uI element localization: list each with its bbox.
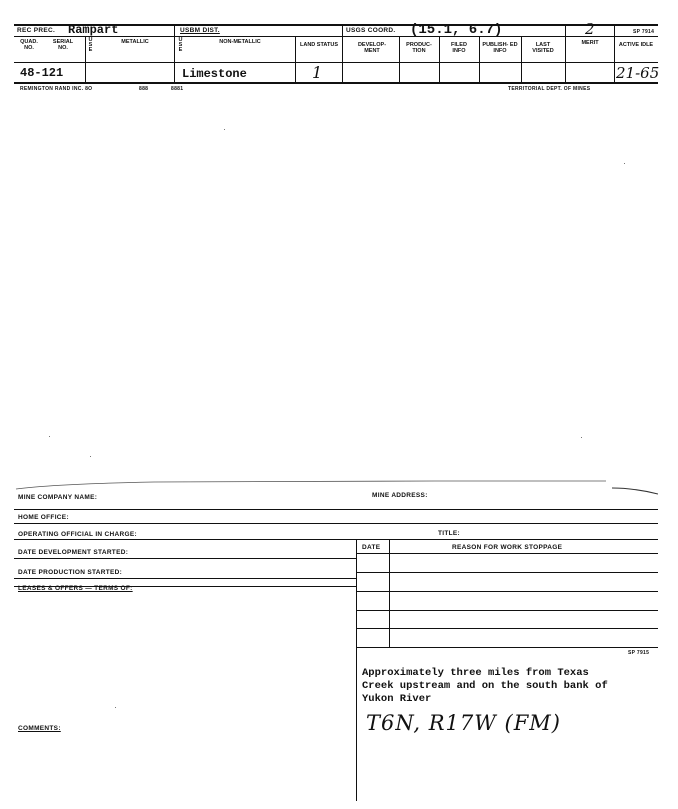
remark-line-3: Yukon River [362, 693, 432, 705]
center-divider [356, 539, 357, 801]
rec-prec-label: REC PREC. [17, 27, 56, 34]
header-serial-no: SERIAL NO. [52, 39, 74, 51]
non-metallic-value: Limestone [182, 67, 247, 81]
header-filed-info: FILED INFO [451, 42, 467, 54]
top-vline-last [521, 36, 522, 82]
remark-line-2: Creek upstream and on the south bank of [362, 680, 608, 692]
rule-date-header [356, 553, 658, 554]
header-quad-no: QUAD. NO. [20, 39, 38, 51]
header-published-info: PUBLISH- ED INFO [482, 42, 518, 54]
title-label: TITLE: [438, 530, 461, 537]
leases-label: LEASES & OFFERS — TERMS OF: [18, 585, 133, 592]
date-production-label: DATE PRODUCTION STARTED: [18, 569, 123, 576]
top-rule-3 [14, 62, 658, 63]
active-idle-value: 21-65 [616, 64, 660, 82]
header-active-idle: ACTIVE IDLE [618, 42, 654, 48]
top-vline-land [295, 36, 296, 82]
merit-mark: 2 [585, 20, 595, 38]
mine-company-name-label: MINE COMPANY NAME: [18, 494, 98, 501]
rule-stop-5 [356, 647, 658, 648]
rule-dev-started [14, 558, 356, 559]
serial-value: 48-121 [20, 66, 64, 80]
header-merit: MERIT [581, 40, 599, 46]
header-use-nonmetallic: U S E [178, 37, 183, 53]
department-imprint: TERRITORIAL DEPT. OF MINES [508, 86, 591, 92]
form-number-top: SP 7914 [633, 29, 655, 35]
usgs-coord-value: (15.1, 6.7) [410, 22, 503, 38]
top-vline-filed [439, 36, 440, 82]
top-vline-active [614, 24, 615, 82]
rule-stop-1 [356, 572, 658, 573]
top-rule-4 [14, 82, 658, 84]
rec-prec-value: Rampart [68, 23, 119, 37]
land-status-value: 1 [312, 63, 323, 82]
top-vline-prod [399, 36, 400, 82]
reason-label: REASON FOR WORK STOPPAGE [452, 544, 563, 551]
top-vline-serial [85, 36, 86, 82]
remark-line-1: Approximately three miles from Texas [362, 667, 589, 679]
header-last-visited: LAST VISITED [532, 42, 554, 54]
scan-speck [581, 437, 582, 438]
scan-speck [224, 129, 225, 130]
header-metallic: METALLIC [121, 39, 149, 45]
scan-speck [115, 707, 116, 708]
top-vline-usgs [342, 24, 343, 82]
header-land-status: LAND STATUS [300, 42, 338, 48]
date-label: DATE [362, 544, 381, 551]
rule-stop-4 [356, 628, 658, 629]
comments-label: COMMENTS: [18, 725, 61, 732]
top-vline-merit [565, 24, 566, 82]
rule-company [14, 509, 658, 510]
header-production: PRODUC- TION [406, 42, 432, 54]
printer-code-2: 8881 [171, 86, 184, 92]
mine-address-label: MINE ADDRESS: [372, 492, 428, 499]
rule-stop-3 [356, 610, 658, 611]
top-vline-usbm [174, 24, 175, 82]
rule-home-office [14, 523, 658, 524]
scan-speck [49, 436, 50, 437]
printer-imprint: REMINGTON RAND INC. 8O [20, 86, 93, 92]
usbm-dist-label: USBM DIST. [180, 27, 220, 34]
rule-stop-2 [356, 591, 658, 592]
usgs-coord-label: USGS COORD. [346, 27, 396, 34]
date-column-divider [389, 539, 390, 647]
operating-official-label: OPERATING OFFICIAL IN CHARGE: [18, 531, 137, 538]
scan-speck [90, 456, 91, 457]
header-development: DEVELOP- MENT [357, 42, 387, 54]
handwritten-location: T6N, R17W (FM) [366, 711, 562, 735]
rule-operating [14, 539, 658, 540]
home-office-label: HOME OFFICE: [18, 514, 69, 521]
card-top-edge [14, 478, 658, 500]
scan-speck [624, 163, 625, 164]
form-number-bottom: SP 7915 [628, 650, 650, 656]
printer-code-1: 888 [139, 86, 149, 92]
header-use-metallic: U S E [88, 37, 93, 53]
top-vline-pub [479, 36, 480, 82]
date-development-label: DATE DEVELOPMENT STARTED: [18, 549, 129, 556]
rule-prod-started [14, 578, 356, 579]
header-non-metallic: NON-METALLIC [219, 39, 261, 45]
